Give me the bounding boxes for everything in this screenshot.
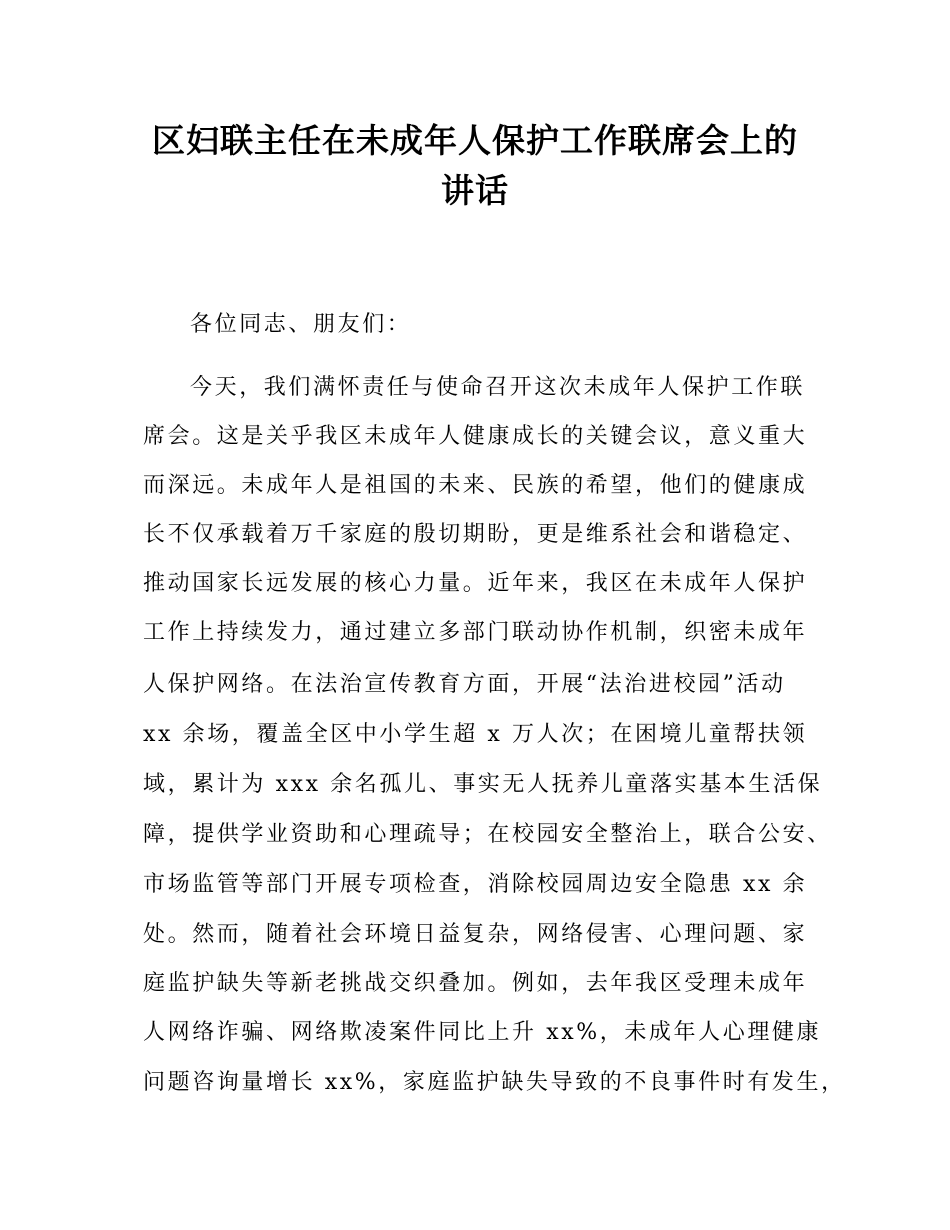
body-line: 庭监护缺失等新老挑战交织叠加。例如，去年我区受理未成年	[143, 971, 808, 996]
document-title-line-2: 讲话	[441, 171, 509, 210]
body-line: 今天，我们满怀责任与使命召开这次未成年人保护工作联	[190, 375, 806, 400]
body-line: 市场监管等部门开展专项检查，消除校园周边安全隐患 xx 余	[143, 872, 808, 897]
body-line: 而深远。未成年人是祖国的未来、民族的希望，他们的健康成	[143, 473, 808, 498]
body-line: 问题咨询量增长 xx%，家庭监护缺失导致的不良事件时有发生，	[143, 1070, 846, 1095]
body-line: 人网络诈骗、网络欺凌案件同比上升 xx%，未成年人心理健康	[143, 1020, 822, 1045]
body-line: 人保护网络。在法治宣传教育方面，开展“法治进校园”活动	[143, 672, 786, 697]
body-line: 长不仅承载着万千家庭的殷切期盼，更是维系社会和谐稳定、	[143, 522, 808, 547]
body-line: 域，累计为 xxx 余名孤儿、事实无人抚养儿童落实基本生活保	[143, 772, 823, 797]
body-line: 工作上持续发力，通过建立多部门联动协作机制，织密未成年	[143, 620, 808, 645]
body-line: 席会。这是关乎我区未成年人健康成长的关键会议，意义重大	[143, 424, 808, 449]
body-line: 处。然而，随着社会环境日益复杂，网络侵害、心理问题、家	[143, 922, 808, 947]
body-line: 推动国家长远发展的核心力量。近年来，我区在未成年人保护	[143, 571, 808, 596]
salutation: 各位同志、朋友们：	[190, 312, 412, 337]
body-line: 障，提供学业资助和心理疏导；在校园安全整治上，联合公安、	[143, 822, 832, 847]
body-line: xx 余场，覆盖全区中小学生超 x 万人次；在困境儿童帮扶领	[143, 722, 808, 747]
document-title-line-1: 区妇联主任在未成年人保护工作联席会上的	[152, 121, 798, 160]
